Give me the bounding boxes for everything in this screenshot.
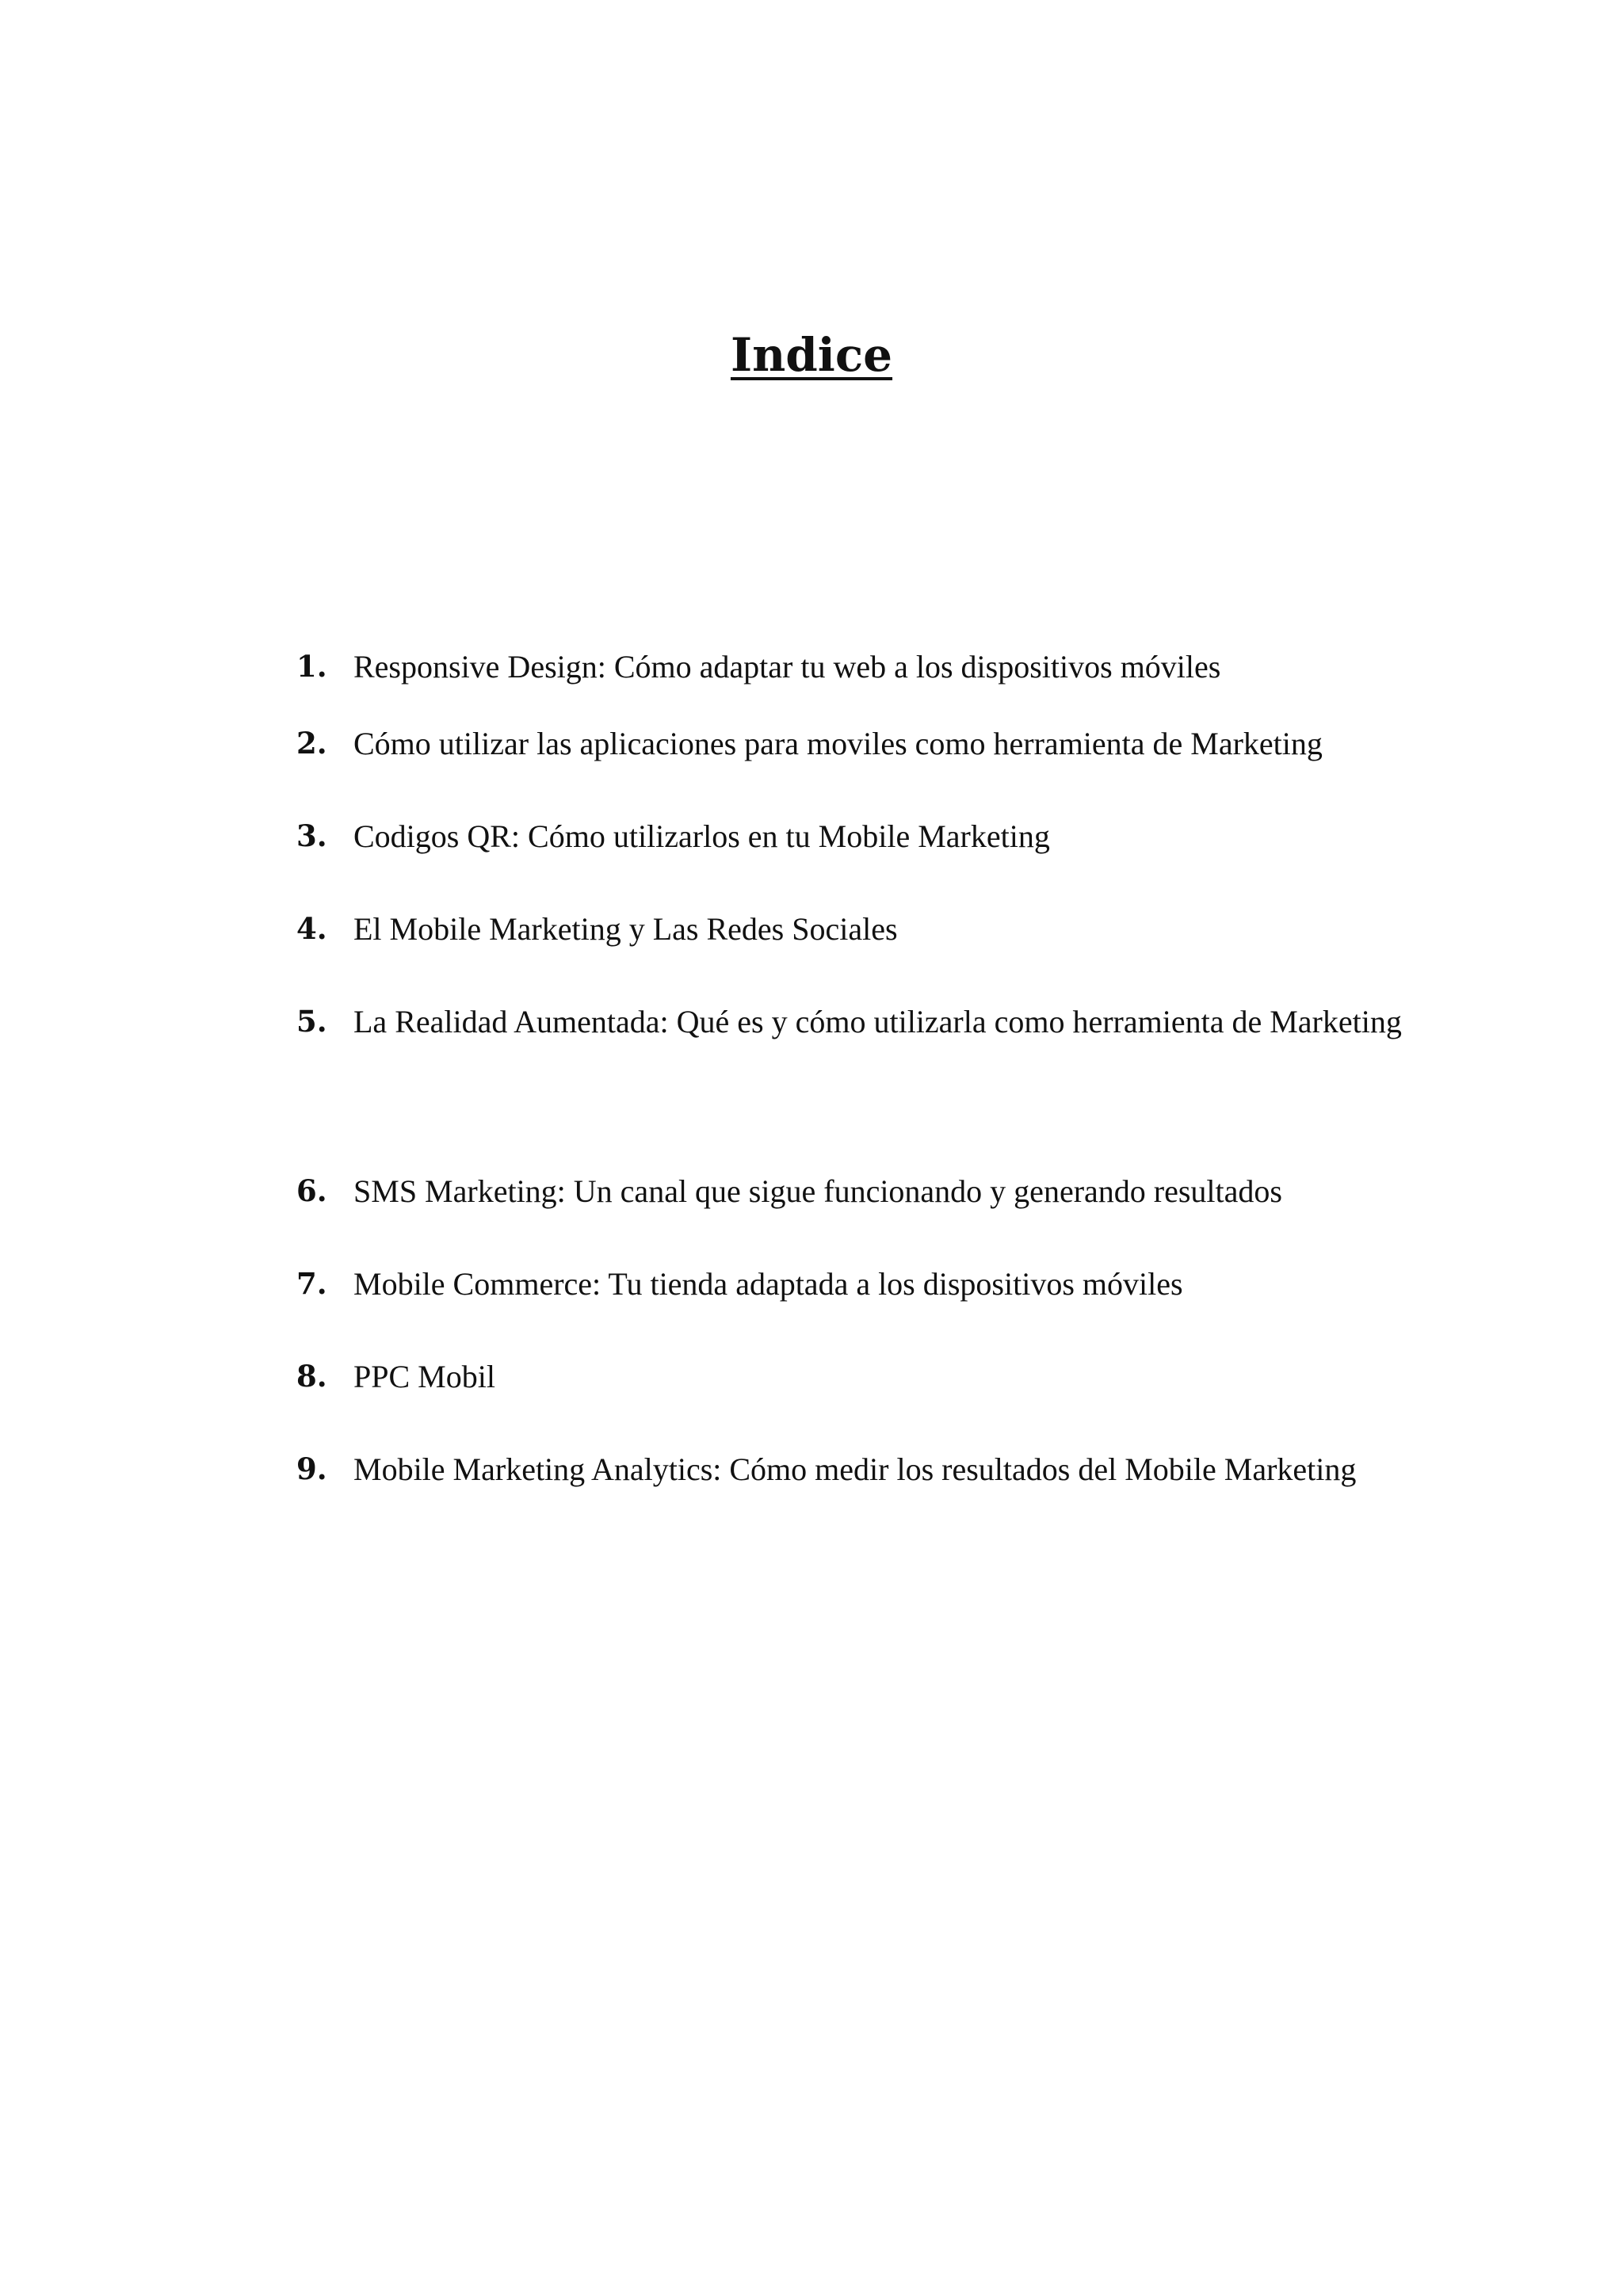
toc-item-text: Cómo utilizar las aplicaciones para moviles como herramienta de Marketing [353,726,1323,761]
toc-item [296,628,1474,705]
toc-item [296,798,1474,875]
toc-item-number: 3. [296,818,327,853]
toc-item-number: 1. [296,649,327,684]
toc-item-number: 7. [296,1266,327,1301]
toc-item [296,983,1474,1060]
toc-item-text: PPC Mobil [353,1359,495,1394]
toc-item [296,1153,1474,1230]
toc-item-text: Mobile Marketing Analytics: Cómo medir los resultados del Mobile Marketing [353,1451,1357,1487]
toc-item-text: Codigos QR: Cómo utilizarlos en tu Mobile Marketing [353,818,1050,854]
toc-item-number: 2. [296,726,327,761]
toc-item-number: 4. [296,911,327,946]
toc-item-text: SMS Marketing: Un canal que sigue funcionando y generando resultados [353,1173,1282,1209]
toc-item [296,1245,1474,1322]
toc-item [296,1338,1474,1415]
toc-item-text: La Realidad Aumentada: Qué es y cómo utilizarla como herramienta de Marketing [353,1004,1402,1039]
toc-item [296,705,1474,782]
toc-item-number: 8. [296,1359,327,1394]
toc-item [296,891,1474,967]
toc-item-number: 9. [296,1451,327,1486]
toc-item-number: 5. [296,1004,327,1039]
toc-item-number: 6. [296,1173,327,1208]
toc-item-text: Mobile Commerce: Tu tienda adaptada a los dispositivos móviles [353,1266,1183,1302]
toc-item [296,1431,1474,1508]
page-title: Indice [730,328,893,382]
toc-item-text: El Mobile Marketing y Las Redes Sociales [353,911,898,947]
toc-item-text: Responsive Design: Cómo adaptar tu web a los dispositivos móviles [353,649,1221,685]
